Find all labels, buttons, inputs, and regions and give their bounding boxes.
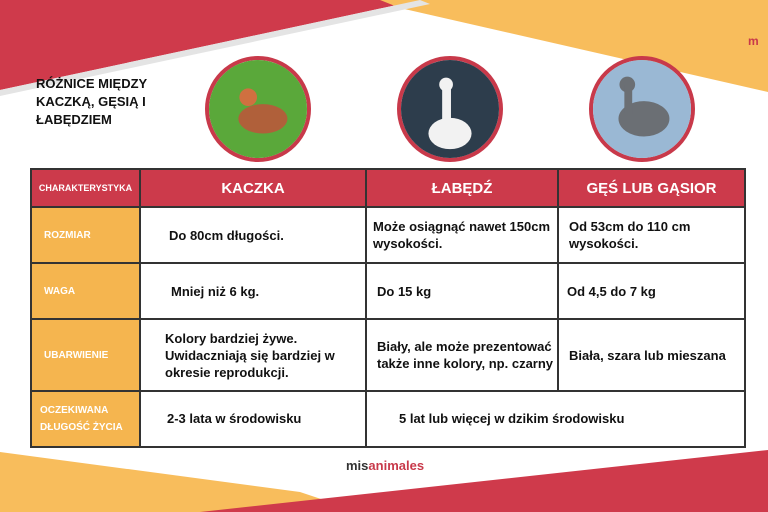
cell-swan: Może osiągnąć nawet 150cm wysokości. (366, 207, 558, 263)
row-label: ROZMIAR (31, 207, 140, 263)
header-swan: ŁABĘDŹ (366, 169, 558, 207)
row-label: UBARWIENIE (31, 319, 140, 391)
cell-goose: Od 4,5 do 7 kg (558, 263, 745, 319)
table-row (31, 207, 745, 263)
logo-part: animales (368, 458, 425, 473)
title-line: ŁABĘDZIEM (36, 112, 112, 127)
cell-goose: Biała, szara lub mieszana (558, 319, 745, 391)
header-goose: GĘŚ LUB GĄSIOR (558, 169, 745, 207)
page-title (36, 75, 147, 129)
goose-image (589, 56, 695, 162)
cell-duck: Do 80cm długości. (140, 207, 366, 263)
cell-swan: Do 15 kg (366, 263, 558, 319)
title-line: KACZKĄ, GĘSIĄ I (36, 94, 146, 109)
cell-merged: 5 lat lub więcej w dzikim środowisku (366, 391, 745, 447)
header-duck: KACZKA (140, 169, 366, 207)
row-label: WAGA (31, 263, 140, 319)
cell-duck: 2-3 lata w środowisku (140, 391, 366, 447)
comparison-table (30, 168, 746, 448)
cell-duck: Kolory bardziej żywe. Uwidaczniają się bardziej w okresie reprodukcji. (140, 319, 366, 391)
table-row (31, 319, 745, 391)
cell-duck: Mniej niż 6 kg. (140, 263, 366, 319)
brand-icon: m (748, 34, 759, 48)
cell-swan: Biały, ale może prezentować także inne kolory, np. czarny (366, 319, 558, 391)
table-row (31, 391, 745, 447)
row-label: OCZEKIWANA DŁUGOŚĆ ŻYCIA (31, 391, 140, 447)
swan-image (397, 56, 503, 162)
title-line: RÓŻNICE MIĘDZY (36, 76, 148, 91)
duck-image (205, 56, 311, 162)
misanimales-logo (346, 458, 424, 473)
logo-part: mis (346, 458, 369, 473)
header-characteristic: CHARAKTERYSTYKA (31, 169, 140, 207)
table-row (31, 263, 745, 319)
header-row (31, 169, 745, 207)
cell-goose: Od 53cm do 110 cm wysokości. (558, 207, 745, 263)
